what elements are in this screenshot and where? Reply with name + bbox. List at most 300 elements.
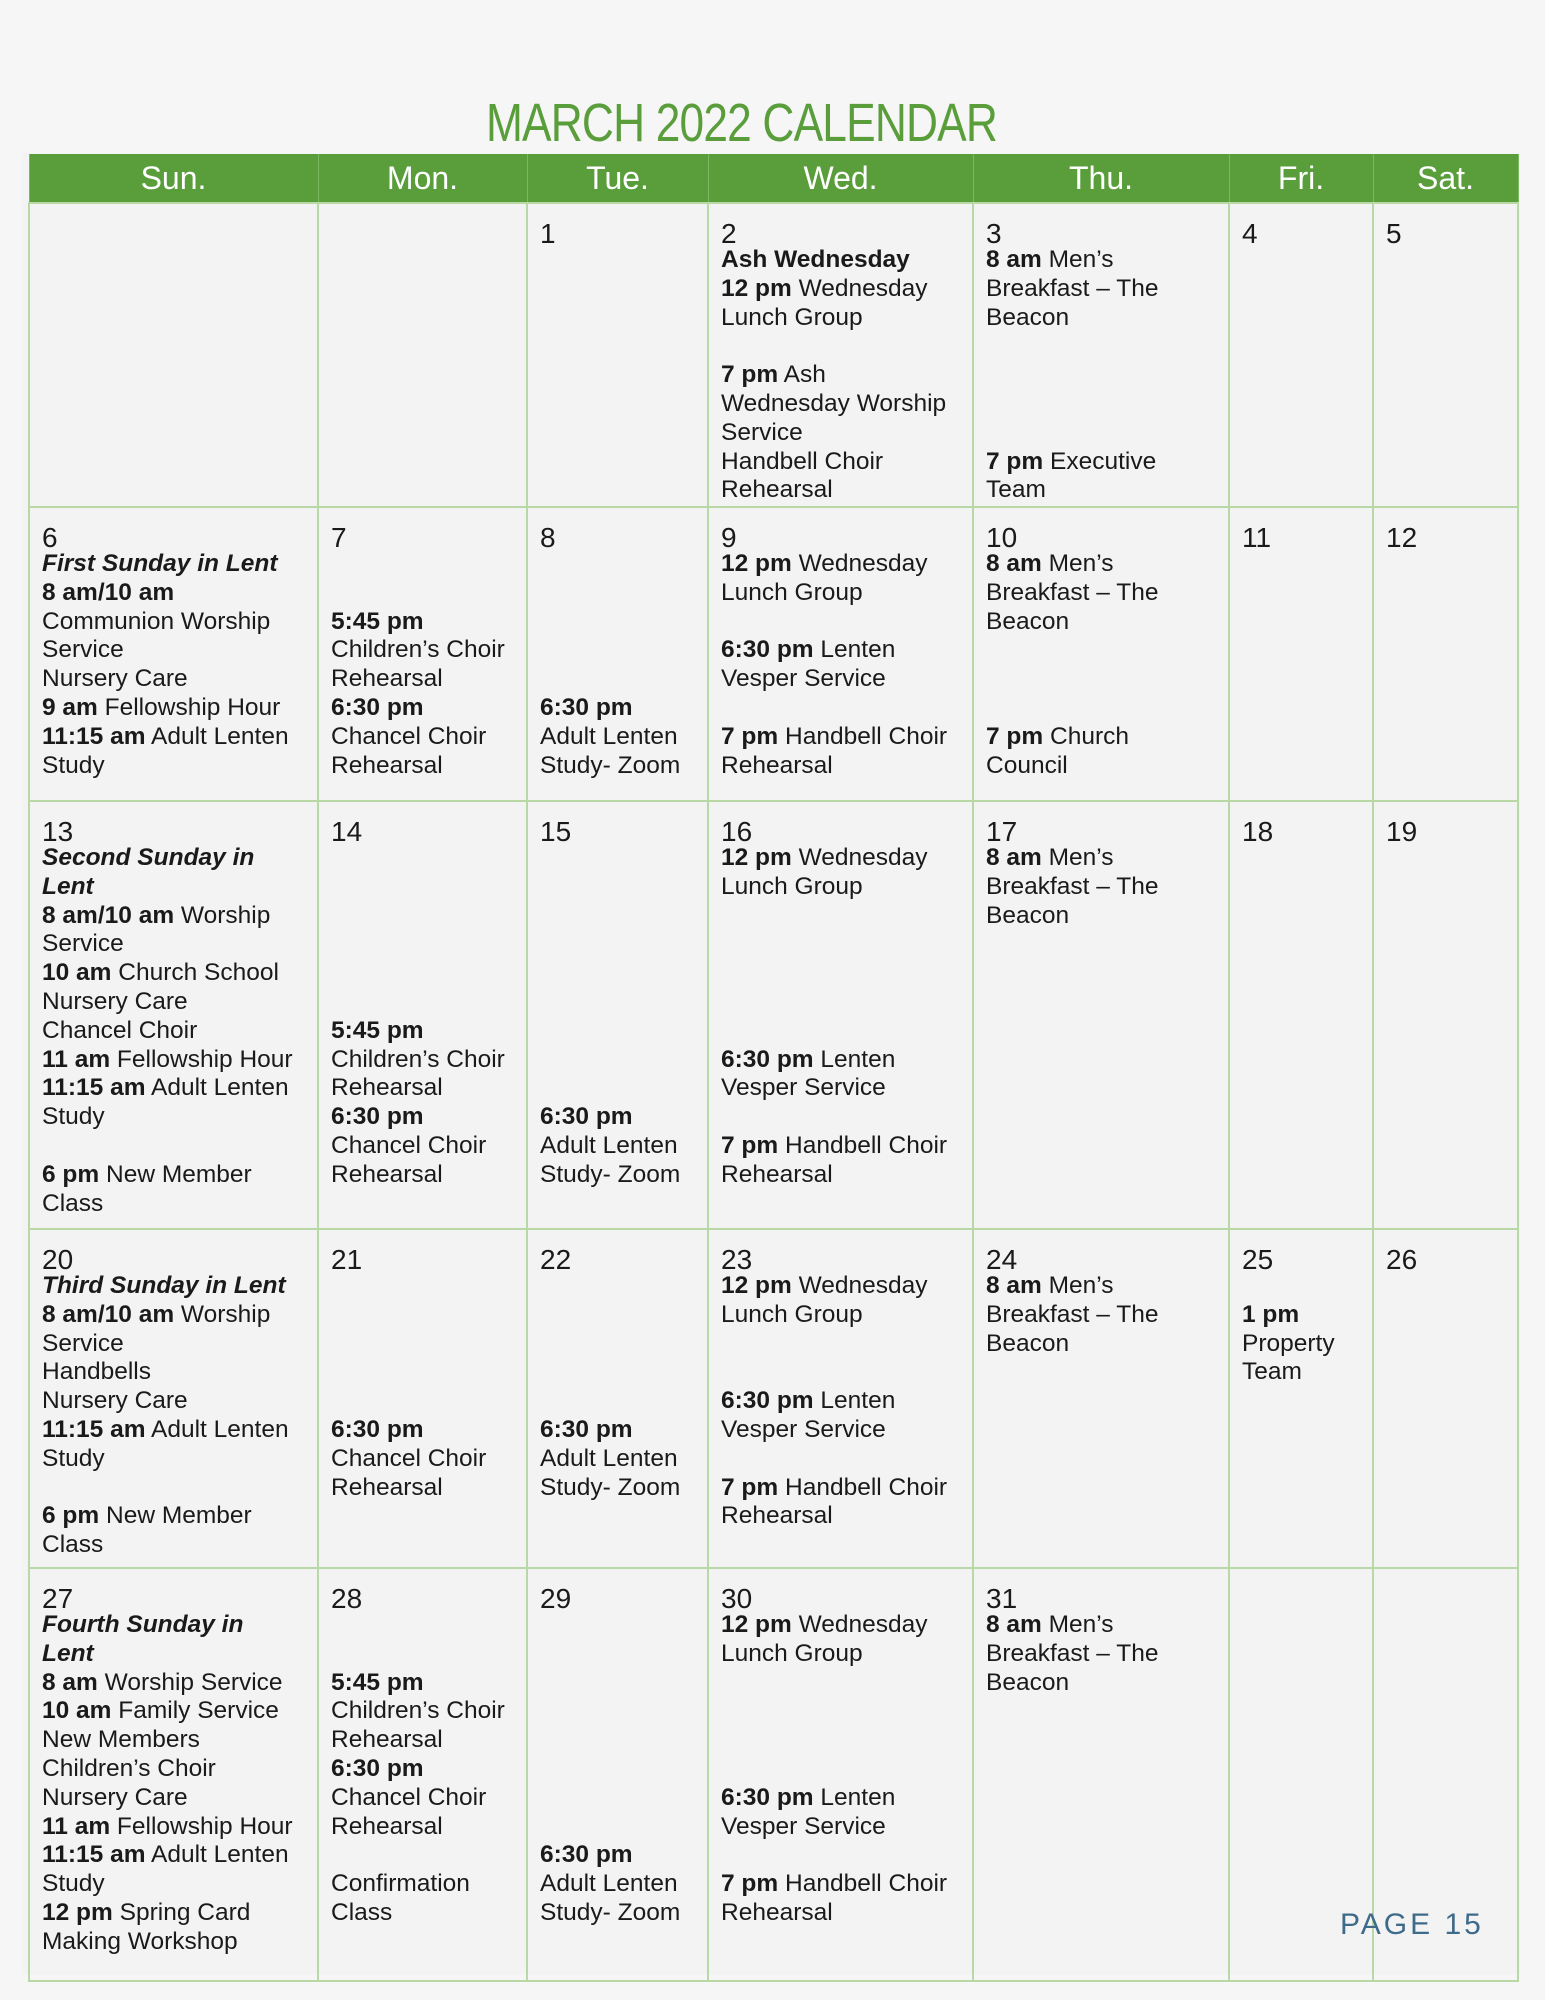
event-text: Vesper Service xyxy=(721,1415,886,1443)
event-time: 6:30 pm xyxy=(721,1045,814,1073)
event-text: Beacon xyxy=(986,303,1070,331)
event-time: 12 pm xyxy=(42,1898,113,1926)
event-line xyxy=(721,1841,960,1870)
event-line xyxy=(331,959,514,988)
day-cell xyxy=(1373,203,1518,507)
weekday-header: Sun. xyxy=(29,154,318,203)
event-text: Executive xyxy=(1043,447,1157,475)
event-line xyxy=(986,1669,1216,1698)
event-line xyxy=(721,1474,960,1503)
event-text: Chancel Choir xyxy=(331,1131,487,1159)
event-line xyxy=(42,1640,305,1669)
event-line xyxy=(331,1870,514,1899)
event-line xyxy=(540,550,695,579)
event-line xyxy=(42,1190,305,1219)
event-line xyxy=(540,694,695,723)
event-text: Adult Lenten xyxy=(540,1870,678,1898)
event-line xyxy=(540,1445,695,1474)
event-line xyxy=(42,844,305,873)
day-cell xyxy=(1229,801,1373,1229)
event-line xyxy=(540,1046,695,1075)
event-line xyxy=(42,579,305,608)
event-line xyxy=(540,1755,695,1784)
event-time: 7 pm xyxy=(721,1131,779,1159)
event-line xyxy=(540,1726,695,1755)
event-text: Children’s Choir xyxy=(331,636,505,664)
day-cell xyxy=(973,1229,1229,1568)
weekday-header: Fri. xyxy=(1229,154,1373,203)
day-cell xyxy=(29,203,318,507)
event-line xyxy=(721,332,960,361)
calendar-grid xyxy=(28,154,1519,1982)
event-text: Fellowship Hour xyxy=(110,1812,293,1840)
event-line xyxy=(721,1046,960,1075)
event-line xyxy=(721,1416,960,1445)
event-line xyxy=(986,1272,1216,1301)
event-line xyxy=(540,723,695,752)
event-text: Study xyxy=(42,751,105,779)
event-text: Ash xyxy=(778,361,826,389)
event-line xyxy=(721,476,960,505)
day-number: 18 xyxy=(1242,816,1274,847)
event-text: Children’s Choir xyxy=(42,1754,216,1782)
event-line xyxy=(721,873,960,902)
week-row xyxy=(29,203,1518,507)
event-line xyxy=(331,1416,514,1445)
day-number: 21 xyxy=(331,1244,363,1275)
day-cell xyxy=(708,507,973,801)
event-text: Rehearsal xyxy=(721,1160,833,1188)
event-line xyxy=(540,1074,695,1103)
event-text: Confirmation xyxy=(331,1870,470,1898)
event-line xyxy=(721,1017,960,1046)
event-line xyxy=(540,636,695,665)
observance-title: First Sunday in Lent xyxy=(42,550,278,577)
event-line xyxy=(331,1387,514,1416)
event-line xyxy=(540,930,695,959)
day-number: 10 xyxy=(986,522,1018,553)
day-cell xyxy=(527,1568,708,1981)
event-line xyxy=(42,902,305,931)
event-text: Handbell Choir xyxy=(778,1131,948,1159)
weekday-header-row xyxy=(29,154,1518,203)
event-text: Beacon xyxy=(986,607,1070,635)
event-line xyxy=(721,1161,960,1190)
event-line xyxy=(42,1928,305,1957)
event-line xyxy=(331,1330,514,1359)
event-time: 6 pm xyxy=(42,1502,100,1530)
event-text: Lenten xyxy=(813,1783,896,1811)
event-line xyxy=(540,1697,695,1726)
event-text: Worship xyxy=(174,901,271,929)
event-time: 12 pm xyxy=(721,274,792,302)
event-line xyxy=(540,1784,695,1813)
event-line xyxy=(42,665,305,694)
day-cell xyxy=(29,1229,318,1568)
event-text: Lunch Group xyxy=(721,578,863,606)
event-line xyxy=(42,1416,305,1445)
event-time: 6:30 pm xyxy=(331,1103,424,1131)
day-cell xyxy=(708,1568,973,1981)
event-line xyxy=(721,579,960,608)
day-cell xyxy=(973,507,1229,801)
event-line xyxy=(721,1755,960,1784)
event-line xyxy=(540,844,695,873)
event-line xyxy=(986,1301,1216,1330)
event-text: Study- Zoom xyxy=(540,1898,681,1926)
event-text: Lunch Group xyxy=(721,1639,863,1667)
event-text: Lenten xyxy=(813,636,896,664)
event-text: Adult Lenten xyxy=(145,1074,289,1102)
event-time: 7 pm xyxy=(721,1473,779,1501)
event-text: Rehearsal xyxy=(721,1898,833,1926)
event-text: Service xyxy=(42,930,124,958)
event-time: 11 am xyxy=(42,1045,111,1073)
event-line xyxy=(331,694,514,723)
event-line xyxy=(540,1611,695,1640)
event-text: Breakfast – The xyxy=(986,872,1159,900)
day-number: 19 xyxy=(1386,816,1418,847)
event-text: Rehearsal xyxy=(331,751,443,779)
day-cell xyxy=(973,801,1229,1229)
event-line xyxy=(331,844,514,873)
event-line xyxy=(540,752,695,781)
event-line xyxy=(42,752,305,781)
day-number: 31 xyxy=(986,1583,1018,1614)
event-line xyxy=(721,1726,960,1755)
day-cell xyxy=(527,203,708,507)
event-text: Church xyxy=(1043,722,1129,750)
event-text: Team xyxy=(1242,1358,1302,1386)
event-text: Men’s xyxy=(1041,246,1114,273)
event-line xyxy=(331,1697,514,1726)
event-line xyxy=(986,1330,1216,1359)
event-text: Beacon xyxy=(986,901,1070,929)
event-line xyxy=(721,1272,960,1301)
event-line xyxy=(331,1046,514,1075)
event-line xyxy=(42,1697,305,1726)
week-row xyxy=(29,1229,1518,1568)
event-text: Handbell Choir xyxy=(778,1473,948,1501)
day-number: 5 xyxy=(1386,218,1402,249)
event-line xyxy=(721,844,960,873)
event-text: Men’s xyxy=(1041,1611,1114,1638)
event-text: Breakfast – The xyxy=(986,1639,1159,1667)
event-line xyxy=(540,1813,695,1842)
event-line xyxy=(721,1387,960,1416)
event-line xyxy=(42,723,305,752)
day-cell xyxy=(29,801,318,1229)
event-time: 8 am/10 am xyxy=(42,578,175,606)
day-number: 4 xyxy=(1242,218,1258,249)
event-line xyxy=(721,1103,960,1132)
event-line xyxy=(331,752,514,781)
event-text: Rehearsal xyxy=(331,1812,443,1840)
event-line xyxy=(721,390,960,419)
event-text: Wednesday xyxy=(791,274,928,302)
event-line xyxy=(721,988,960,1017)
event-line xyxy=(721,1358,960,1387)
event-time: 6:30 pm xyxy=(540,1103,633,1131)
event-line xyxy=(721,608,960,637)
event-line xyxy=(986,1640,1216,1669)
event-line xyxy=(42,1870,305,1899)
event-line xyxy=(986,579,1216,608)
event-text: Nursery Care xyxy=(42,1783,188,1811)
event-line xyxy=(331,636,514,665)
event-text: Church School xyxy=(111,959,279,987)
event-line xyxy=(42,1841,305,1870)
event-text: Men’s xyxy=(1041,550,1114,577)
event-line xyxy=(540,1272,695,1301)
event-time: 7 pm xyxy=(986,447,1044,475)
event-text: Worship Service xyxy=(97,1668,283,1696)
event-line xyxy=(721,665,960,694)
event-line xyxy=(42,1669,305,1698)
event-line xyxy=(721,1132,960,1161)
event-line xyxy=(540,1669,695,1698)
event-line xyxy=(540,1301,695,1330)
event-line xyxy=(331,1755,514,1784)
event-line xyxy=(986,332,1216,361)
event-line xyxy=(540,1899,695,1928)
event-line xyxy=(721,246,960,275)
event-line xyxy=(721,930,960,959)
event-time: 7 pm xyxy=(721,361,779,389)
event-text: Council xyxy=(986,751,1068,779)
event-line xyxy=(42,959,305,988)
event-line xyxy=(331,1272,514,1301)
event-time: 11:15 am xyxy=(42,722,146,750)
day-cell xyxy=(318,801,527,1229)
weekday-header: Thu. xyxy=(973,154,1229,203)
event-text: Rehearsal xyxy=(331,1074,443,1102)
event-line xyxy=(42,1531,305,1560)
event-line xyxy=(721,1301,960,1330)
event-line xyxy=(540,1132,695,1161)
day-number: 2 xyxy=(721,218,737,249)
day-number: 12 xyxy=(1386,522,1418,553)
day-number: 8 xyxy=(540,522,556,553)
event-text: Rehearsal xyxy=(721,1502,833,1530)
event-text: Chancel Choir xyxy=(331,1444,487,1472)
event-text: Class xyxy=(42,1531,104,1559)
event-line xyxy=(540,608,695,637)
event-line xyxy=(42,1755,305,1784)
event-line xyxy=(331,1813,514,1842)
event-text: Rehearsal xyxy=(331,665,443,693)
event-line xyxy=(721,419,960,448)
day-cell xyxy=(1373,507,1518,801)
event-line xyxy=(1242,1330,1360,1359)
event-time: 6 pm xyxy=(42,1160,100,1188)
event-text: Wednesday xyxy=(791,1272,928,1299)
event-line xyxy=(331,1726,514,1755)
day-number: 20 xyxy=(42,1244,74,1275)
event-line xyxy=(42,1272,305,1301)
day-number: 13 xyxy=(42,816,74,847)
event-text: Adult Lenten xyxy=(540,722,678,750)
event-text: Adult Lenten xyxy=(145,722,289,750)
event-time: 1 pm xyxy=(1242,1300,1300,1328)
event-line xyxy=(42,1474,305,1503)
day-cell xyxy=(527,801,708,1229)
day-number: 27 xyxy=(42,1583,74,1614)
event-line xyxy=(42,1387,305,1416)
event-line xyxy=(42,988,305,1017)
event-line xyxy=(331,1669,514,1698)
event-line xyxy=(986,390,1216,419)
event-line xyxy=(1242,1358,1360,1387)
day-cell xyxy=(318,203,527,507)
event-line xyxy=(42,873,305,902)
event-line xyxy=(331,1899,514,1928)
event-text: Wednesday xyxy=(791,844,928,871)
day-number: 29 xyxy=(540,1583,572,1614)
event-line xyxy=(42,1611,305,1640)
event-line xyxy=(331,665,514,694)
event-time: 5:45 pm xyxy=(331,607,424,635)
event-text: Team xyxy=(986,476,1046,504)
event-text: New Member xyxy=(99,1502,252,1530)
event-text: Study xyxy=(42,1103,105,1131)
event-line xyxy=(986,550,1216,579)
event-line xyxy=(721,1640,960,1669)
event-text: Property xyxy=(1242,1329,1335,1357)
event-text: Worship xyxy=(174,1300,271,1328)
event-text: Chancel Choir xyxy=(42,1016,198,1044)
event-line xyxy=(331,608,514,637)
event-time: 11:15 am xyxy=(42,1074,146,1102)
event-text: Nursery Care xyxy=(42,987,188,1015)
event-line xyxy=(540,1330,695,1359)
event-line xyxy=(721,1669,960,1698)
event-line xyxy=(986,275,1216,304)
day-number: 3 xyxy=(986,218,1002,249)
event-line xyxy=(721,1611,960,1640)
event-line xyxy=(331,988,514,1017)
event-text: Handbell Choir xyxy=(778,1870,948,1898)
event-text: Wednesday xyxy=(791,550,928,577)
day-cell xyxy=(1229,203,1373,507)
day-cell xyxy=(708,203,973,507)
event-line xyxy=(331,1301,514,1330)
event-line xyxy=(721,275,960,304)
event-line xyxy=(42,1445,305,1474)
event-line xyxy=(540,1870,695,1899)
event-line xyxy=(721,752,960,781)
day-cell xyxy=(318,1229,527,1568)
event-line xyxy=(721,361,960,390)
event-text: Fellowship Hour xyxy=(110,1045,293,1073)
event-time: 6:30 pm xyxy=(540,693,633,721)
event-line xyxy=(986,902,1216,931)
event-line xyxy=(42,1784,305,1813)
event-time: 12 pm xyxy=(721,844,792,871)
event-line xyxy=(986,723,1216,752)
event-text: Fellowship Hour xyxy=(97,693,281,721)
weekday-header: Tue. xyxy=(527,154,708,203)
event-line xyxy=(986,694,1216,723)
event-time: 11:15 am xyxy=(42,1841,146,1869)
event-time: 8 am xyxy=(986,1272,1042,1299)
event-line xyxy=(42,1726,305,1755)
event-line xyxy=(42,608,305,637)
event-text: Handbell Choir xyxy=(721,447,884,475)
event-text: Spring Card xyxy=(112,1898,251,1926)
event-time: 6:30 pm xyxy=(331,1415,424,1443)
event-line xyxy=(721,959,960,988)
event-line xyxy=(986,448,1216,477)
event-line xyxy=(42,1103,305,1132)
event-line xyxy=(540,1416,695,1445)
event-line xyxy=(331,902,514,931)
event-text: Lunch Group xyxy=(721,872,863,900)
event-line xyxy=(42,1502,305,1531)
event-text: Wednesday Worship xyxy=(721,389,947,417)
observance-title: Lent xyxy=(42,1639,94,1667)
day-number: 25 xyxy=(1242,1244,1274,1275)
event-line xyxy=(42,1813,305,1842)
day-number: 26 xyxy=(1386,1244,1418,1275)
event-text: Chancel Choir xyxy=(331,722,487,750)
event-text: Beacon xyxy=(986,1668,1070,1696)
event-text: Service xyxy=(42,636,124,664)
event-line xyxy=(540,1474,695,1503)
event-line xyxy=(721,1502,960,1531)
day-cell xyxy=(527,507,708,801)
event-text: New Member xyxy=(99,1160,252,1188)
event-text: Study- Zoom xyxy=(540,1160,681,1188)
event-text: Children’s Choir xyxy=(331,1045,505,1073)
day-cell xyxy=(973,1568,1229,1981)
event-line xyxy=(1242,1301,1360,1330)
event-line xyxy=(42,1161,305,1190)
event-text: Adult Lenten xyxy=(540,1444,678,1472)
day-cell xyxy=(1229,507,1373,801)
day-cell xyxy=(708,801,973,1229)
day-cell xyxy=(973,203,1229,507)
day-cell xyxy=(29,507,318,801)
event-line xyxy=(986,1611,1216,1640)
day-cell xyxy=(1373,801,1518,1229)
event-line xyxy=(540,959,695,988)
event-line xyxy=(331,1132,514,1161)
event-text: Handbell Choir xyxy=(778,722,948,750)
event-line xyxy=(986,246,1216,275)
event-line xyxy=(42,1899,305,1928)
event-text: Rehearsal xyxy=(331,1160,443,1188)
event-time: 10 am xyxy=(42,1697,112,1725)
day-number: 30 xyxy=(721,1583,753,1614)
event-text: Nursery Care xyxy=(42,665,188,693)
event-line xyxy=(540,1161,695,1190)
event-text: Rehearsal xyxy=(721,751,833,779)
event-time: 6:30 pm xyxy=(721,1387,814,1415)
event-text: New Members xyxy=(42,1726,200,1754)
event-time: Ash Wednesday xyxy=(721,246,910,273)
event-text: Adult Lenten xyxy=(540,1131,678,1159)
event-time: 6:30 pm xyxy=(331,693,424,721)
event-text: Men’s xyxy=(1041,844,1114,871)
event-line xyxy=(331,1103,514,1132)
event-line xyxy=(540,1640,695,1669)
event-time: 8 am xyxy=(986,246,1042,273)
event-line xyxy=(986,476,1216,505)
event-time: 8 am xyxy=(986,550,1042,577)
event-line xyxy=(331,1784,514,1813)
day-number: 23 xyxy=(721,1244,753,1275)
